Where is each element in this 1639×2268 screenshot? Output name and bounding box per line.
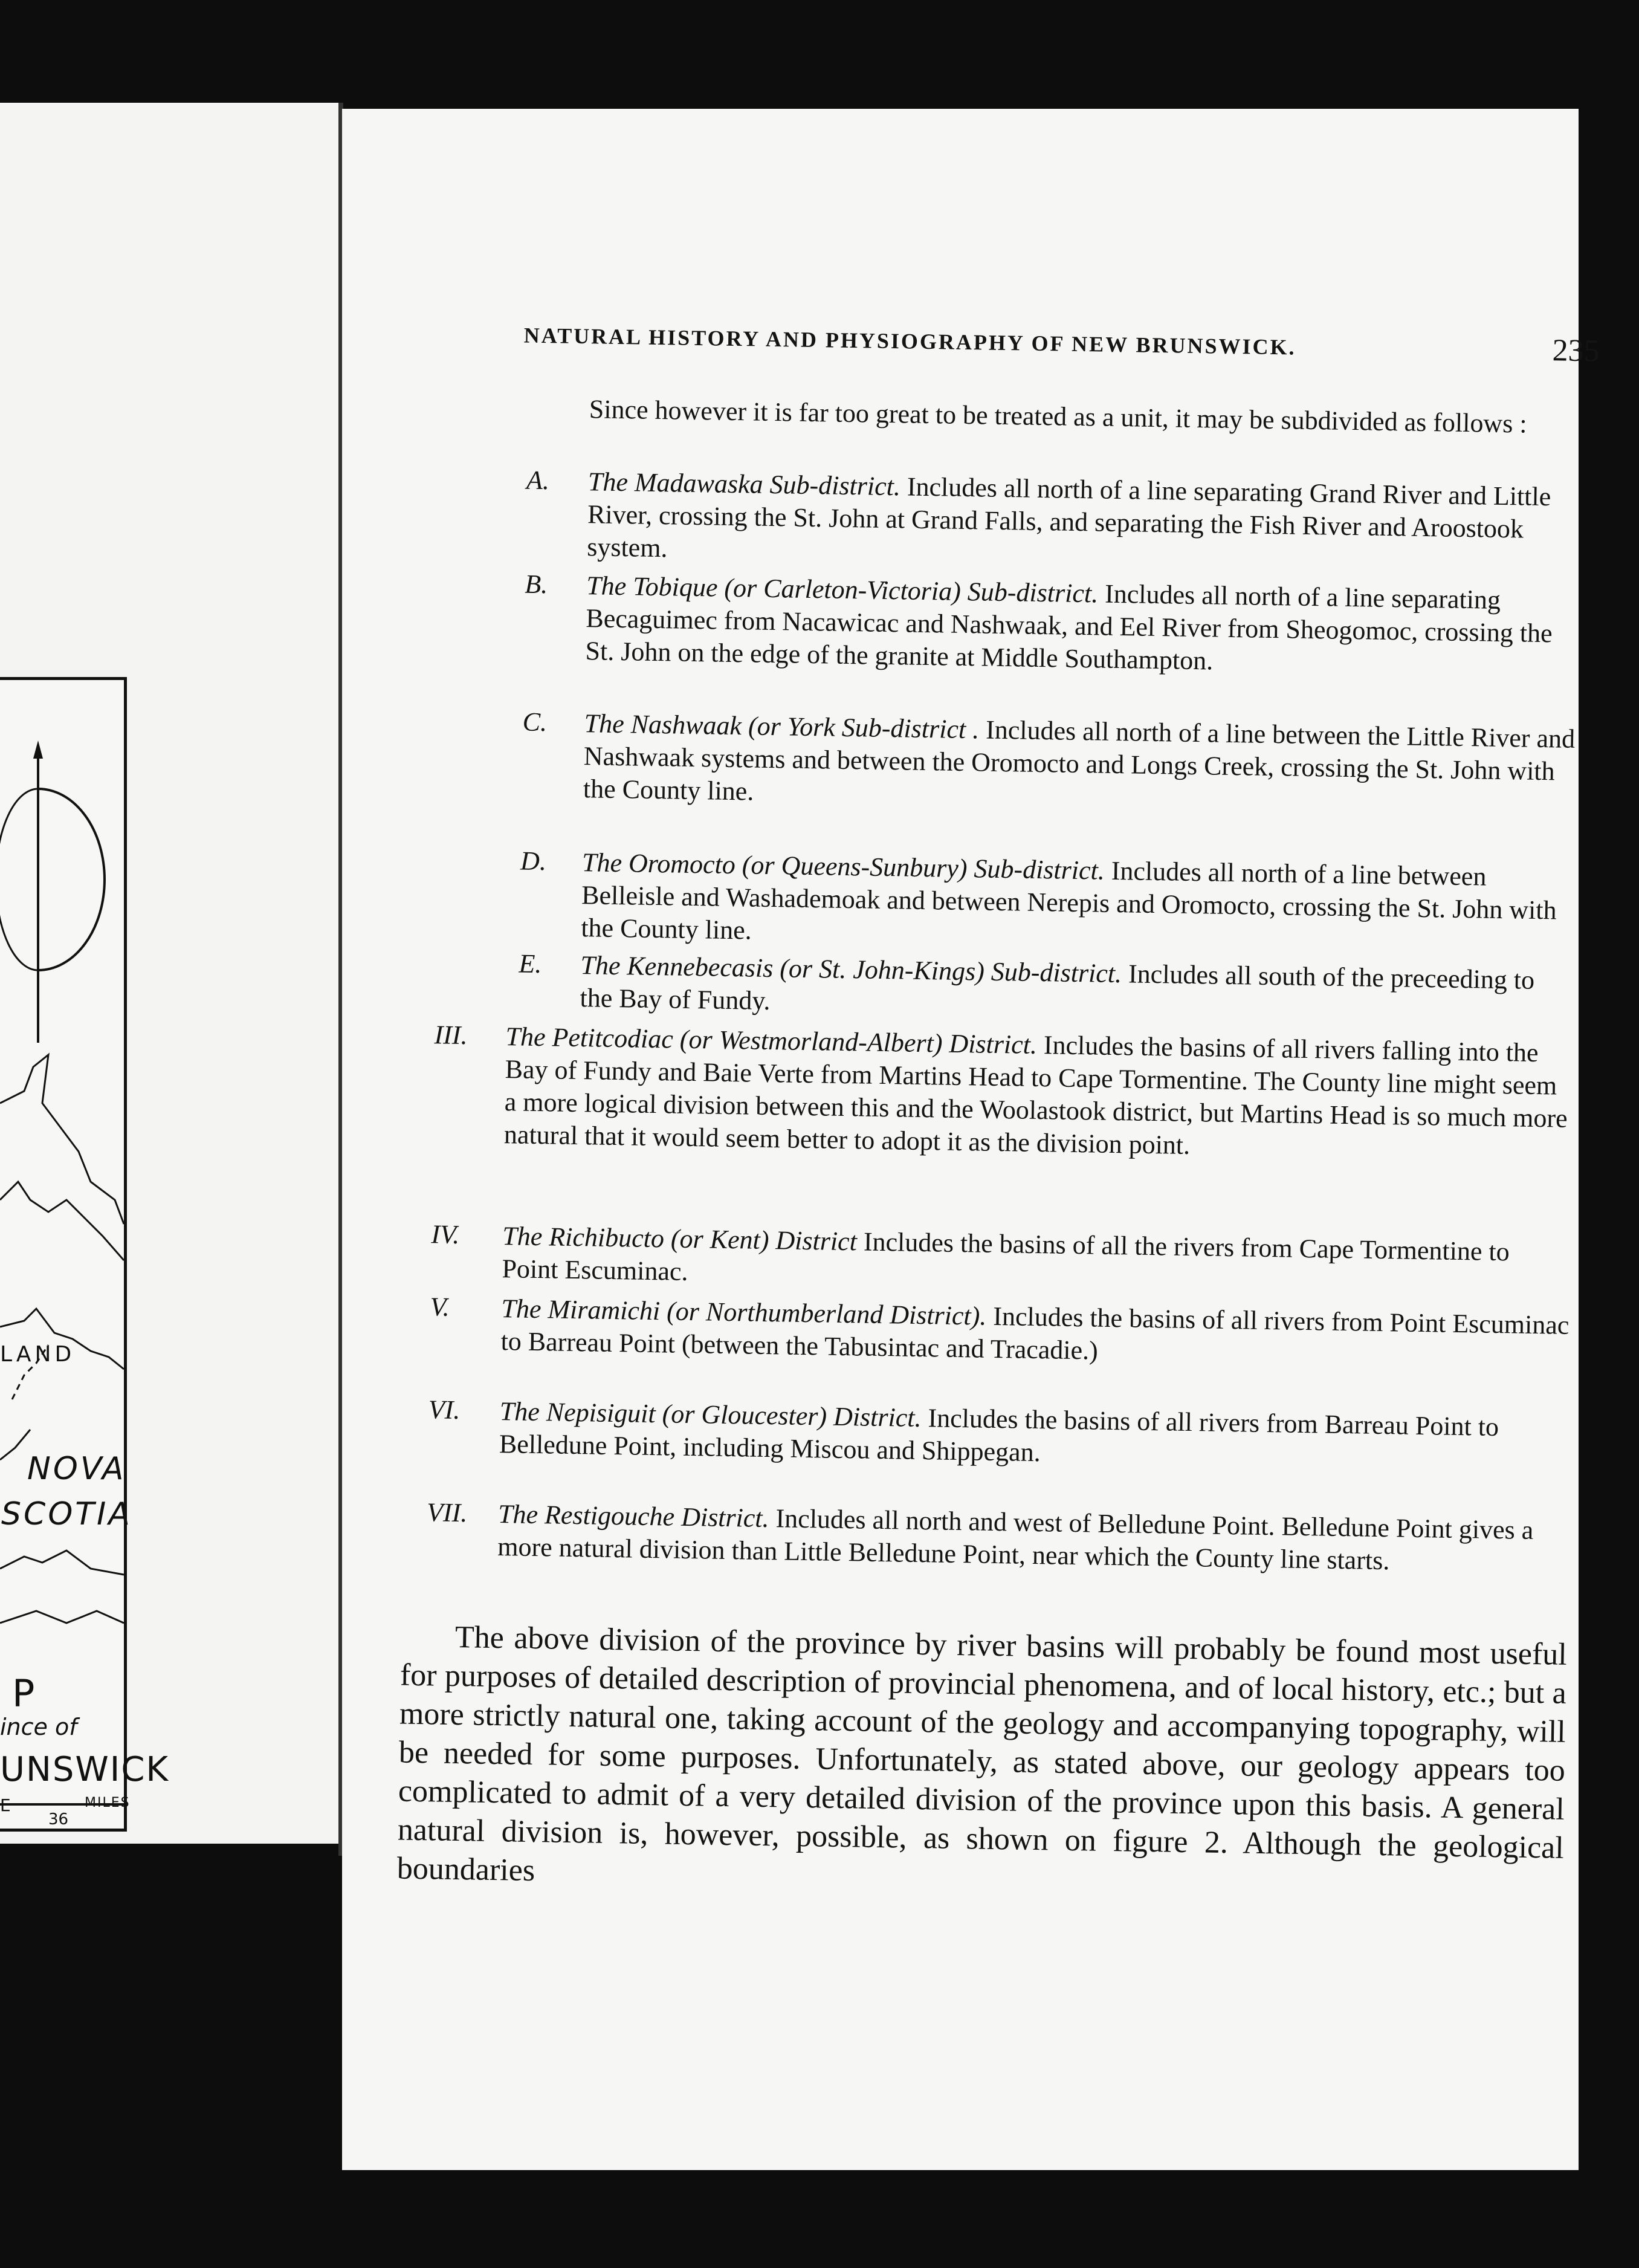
running-head bbox=[523, 322, 1600, 381]
district-entry bbox=[500, 1292, 1571, 1375]
book-page bbox=[342, 109, 1600, 2170]
district-entry bbox=[497, 1498, 1568, 1580]
scale-label-e: E bbox=[0, 1795, 11, 1815]
subdistrict-text: Includes all north of a line between Belleisle and Washademoak and between Nerepis and Oromocto, crossing the St. John with the County line. bbox=[581, 855, 1557, 945]
subdistrict-text: Includes all north of a line separating Grand River and Little River, crossing the St. John at Grand Falls, and separating the Fish River and Aroostook system. bbox=[586, 471, 1551, 563]
district-text: Includes the basins of all rivers from Barreau Point to Belledune Point, including Miscou and Shippegan. bbox=[499, 1403, 1499, 1468]
map-label-scotia: SCOTIA bbox=[1, 1496, 132, 1532]
subdistrict-entry bbox=[587, 465, 1579, 579]
scale-label-miles: MILES bbox=[85, 1795, 131, 1810]
subdistrict-title: The Madawaska Sub-district. bbox=[587, 467, 901, 502]
subdistrict-entry bbox=[580, 949, 1571, 1030]
district-entry bbox=[499, 1395, 1569, 1477]
district-text: Includes the basins of all rivers falling into the Bay of Fundy and Baie Verte from Martins Head to Cape Tormentine. The County line might seem a more logical division between this and the Woolastook district, but Martins Head is so much more natural that it would seem better to adopt it as the division point. bbox=[503, 1029, 1568, 1160]
district-label: IV. bbox=[431, 1219, 460, 1249]
subdistrict-label: D. bbox=[520, 846, 547, 876]
district-text: Includes the basins of all rivers from Point Escuminac to Barreau Point (between the Tabusintac and Tracadie.) bbox=[500, 1301, 1569, 1366]
facing-page bbox=[0, 103, 338, 1844]
page-number: 235 bbox=[1552, 333, 1600, 369]
subdistrict-title: The Kennebecasis (or St. John-Kings) Sub-district. bbox=[580, 950, 1122, 989]
map-drawing bbox=[0, 680, 127, 1835]
subdistrict-label: B. bbox=[524, 569, 548, 600]
subdistrict-text: Includes all north of a line separating Becaguimec from Nacawicac and Nashwaak, and Eel River from Sheogomoc, crossing the St. John on the edge of the granite at Middle Southampton. bbox=[585, 578, 1553, 676]
subdistrict-label: C. bbox=[522, 707, 548, 737]
north-arrow-icon bbox=[33, 740, 43, 759]
subdistrict-title: The Oromocto (or Queens-Sunbury) Sub-district. bbox=[581, 847, 1105, 886]
subdistrict-title: The Tobique (or Carleton-Victoria) Sub-district. bbox=[586, 571, 1099, 609]
subdistrict-text: Includes all north of a line between the Little River and Nashwaak systems and between the Oromocto and Longs Creek, crossing the St. John with the County line. bbox=[583, 714, 1576, 806]
map-subtitle-fragment: ince of bbox=[0, 1714, 77, 1740]
running-title: NATURAL HISTORY AND PHYSIOGRAPHY OF NEW BRUNSWICK. bbox=[523, 323, 1296, 360]
district-text: Includes the basins of all the rivers from Cape Tormentine to Point Escuminac. bbox=[502, 1226, 1510, 1286]
map-label-land: LAND bbox=[0, 1342, 76, 1367]
district-entry bbox=[504, 1020, 1576, 1168]
intro-text: Since however it is far too great to be treated as a unit, it may be subdivided as follows : bbox=[589, 394, 1527, 439]
province-map bbox=[0, 677, 127, 1832]
subdistrict-text: Includes all south of the preceeding to the Bay of Fundy. bbox=[580, 959, 1535, 1016]
district-title: The Miramichi (or Northumberland District). bbox=[501, 1294, 987, 1331]
subdistrict-entry bbox=[581, 846, 1573, 960]
closing-paragraph: The above division of the province by river basins will probably be found most useful for purposes of detailed description of provincial phenomena, and of local history, etc.; but a more strictly natural one, taking account of the geology and accompanying topography, will be needed for some purposes. Unfortunately, as stated above, our geology appears too complicated to admit of a very detailed division of the province upon this basis. A general natural division is, however, possible, as shown on figure 2. Although the geological boundaries bbox=[396, 1619, 1568, 1888]
district-title: The Nepisiguit (or Gloucester) District. bbox=[499, 1396, 922, 1433]
subdistrict-title: The Nashwaak (or York Sub-district . bbox=[584, 708, 980, 745]
map-label-nova: NOVA bbox=[27, 1451, 126, 1487]
scale-label-36: 36 bbox=[48, 1810, 69, 1829]
district-label: V. bbox=[430, 1292, 450, 1322]
subdistrict-entry bbox=[585, 569, 1577, 683]
district-label: III. bbox=[434, 1020, 468, 1051]
district-title: The Richibucto (or Kent) District bbox=[502, 1221, 858, 1257]
district-text: Includes all north and west of Belledune Point. Belledune Point gives a more natural division than Little Belledune Point, near which the County line starts. bbox=[497, 1503, 1534, 1576]
subdistrict-label: E. bbox=[519, 948, 542, 979]
district-label: VI. bbox=[428, 1395, 461, 1425]
district-title: The Petitcodiac (or Westmorland-Albert) District. bbox=[505, 1022, 1038, 1060]
subdistrict-label: A. bbox=[526, 465, 550, 496]
subdistrict-entry bbox=[583, 707, 1576, 821]
district-entry bbox=[502, 1220, 1572, 1302]
district-label: VII. bbox=[426, 1497, 468, 1528]
map-title-fragment: P bbox=[12, 1671, 35, 1716]
district-title: The Restigouche District. bbox=[497, 1499, 770, 1534]
map-title-nb: UNSWICK bbox=[0, 1750, 170, 1789]
